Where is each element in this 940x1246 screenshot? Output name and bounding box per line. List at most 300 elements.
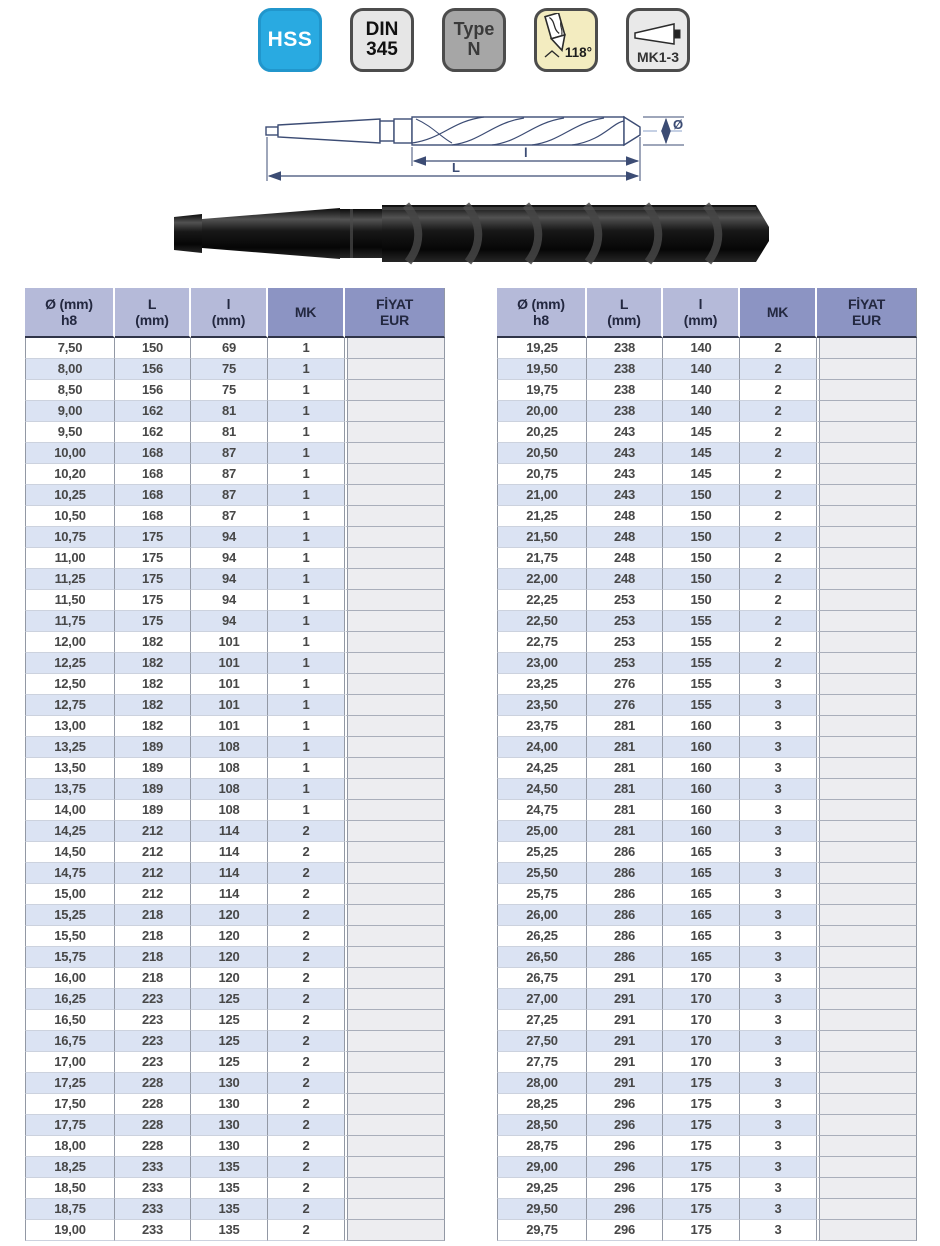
cell-flute-length: 101 — [191, 716, 268, 737]
cell-flute-length: 150 — [663, 548, 740, 569]
table-row — [25, 1199, 445, 1220]
table-row — [25, 548, 445, 569]
cell-price — [817, 863, 917, 884]
cell-flute-length: 101 — [191, 632, 268, 653]
cell-total-length: 162 — [115, 422, 191, 443]
table-row — [25, 527, 445, 548]
cell-mk: 2 — [268, 1178, 345, 1199]
cell-diameter: 10,75 — [25, 527, 115, 548]
table-row — [497, 1136, 917, 1157]
cell-mk: 3 — [740, 1220, 817, 1241]
cell-diameter: 24,75 — [497, 800, 587, 821]
table-row — [25, 401, 445, 422]
table-row — [497, 401, 917, 422]
table-row — [25, 1073, 445, 1094]
cell-diameter: 13,75 — [25, 779, 115, 800]
drill-product-photo — [170, 196, 772, 270]
cell-total-length: 175 — [115, 527, 191, 548]
cell-diameter: 14,25 — [25, 821, 115, 842]
cell-price — [345, 527, 445, 548]
cell-mk: 2 — [268, 926, 345, 947]
cell-mk: 3 — [740, 800, 817, 821]
cell-diameter: 25,75 — [497, 884, 587, 905]
badge-hss — [258, 8, 322, 72]
cell-price — [345, 1199, 445, 1220]
cell-price — [817, 527, 917, 548]
table-row — [497, 1031, 917, 1052]
cell-flute-length: 114 — [191, 821, 268, 842]
cell-flute-length: 140 — [663, 380, 740, 401]
cell-flute-length: 75 — [191, 380, 268, 401]
cell-price — [345, 1178, 445, 1199]
cell-total-length: 223 — [115, 1010, 191, 1031]
cell-flute-length: 160 — [663, 737, 740, 758]
table-row — [497, 695, 917, 716]
cell-total-length: 243 — [587, 422, 663, 443]
cell-diameter: 28,50 — [497, 1115, 587, 1136]
cell-diameter: 19,50 — [497, 359, 587, 380]
cell-diameter: 29,25 — [497, 1178, 587, 1199]
cell-diameter: 28,00 — [497, 1073, 587, 1094]
cell-mk: 1 — [268, 422, 345, 443]
cell-mk: 2 — [740, 527, 817, 548]
cell-price — [817, 716, 917, 737]
cell-diameter: 21,75 — [497, 548, 587, 569]
size-price-table-left — [25, 288, 445, 1241]
cell-total-length: 223 — [115, 989, 191, 1010]
cell-flute-length: 170 — [663, 1010, 740, 1031]
cell-price — [817, 380, 917, 401]
diagram-label-total-length: L — [452, 160, 460, 175]
cell-flute-length: 81 — [191, 401, 268, 422]
cell-flute-length: 130 — [191, 1073, 268, 1094]
table-row — [497, 1115, 917, 1136]
cell-price — [345, 632, 445, 653]
cell-mk: 2 — [740, 611, 817, 632]
cell-mk: 1 — [268, 527, 345, 548]
cell-mk: 1 — [268, 800, 345, 821]
cell-mk: 2 — [268, 821, 345, 842]
cell-price — [817, 338, 917, 359]
cell-price — [345, 821, 445, 842]
cell-diameter: 8,00 — [25, 359, 115, 380]
cell-flute-length: 135 — [191, 1199, 268, 1220]
cell-mk: 3 — [740, 884, 817, 905]
table-row — [25, 1010, 445, 1031]
cell-price — [345, 1136, 445, 1157]
cell-diameter: 23,75 — [497, 716, 587, 737]
table-row — [497, 800, 917, 821]
cell-price — [345, 1031, 445, 1052]
cell-flute-length: 155 — [663, 674, 740, 695]
table-row — [497, 863, 917, 884]
cell-mk: 1 — [268, 338, 345, 359]
table-row — [497, 1052, 917, 1073]
badge-angle-label: 118° — [564, 45, 592, 60]
cell-total-length: 253 — [587, 590, 663, 611]
cell-total-length: 212 — [115, 884, 191, 905]
cell-diameter: 13,00 — [25, 716, 115, 737]
col-header-total-length: L (mm) — [115, 288, 191, 338]
cell-total-length: 286 — [587, 884, 663, 905]
table-row — [25, 779, 445, 800]
cell-price — [345, 800, 445, 821]
cell-diameter: 13,50 — [25, 758, 115, 779]
cell-mk: 3 — [740, 1157, 817, 1178]
cell-flute-length: 87 — [191, 506, 268, 527]
cell-total-length: 296 — [587, 1157, 663, 1178]
cell-mk: 3 — [740, 1178, 817, 1199]
cell-price — [817, 905, 917, 926]
cell-flute-length: 114 — [191, 863, 268, 884]
cell-mk: 2 — [268, 1052, 345, 1073]
cell-diameter: 12,00 — [25, 632, 115, 653]
cell-diameter: 16,50 — [25, 1010, 115, 1031]
cell-flute-length: 135 — [191, 1220, 268, 1241]
cell-price — [817, 968, 917, 989]
cell-flute-length: 175 — [663, 1073, 740, 1094]
cell-mk: 1 — [268, 611, 345, 632]
cell-diameter: 26,75 — [497, 968, 587, 989]
col-header-diameter: Ø (mm) h8 — [25, 288, 115, 338]
cell-flute-length: 175 — [663, 1094, 740, 1115]
cell-diameter: 26,50 — [497, 947, 587, 968]
spec-badges-row — [258, 8, 690, 72]
cell-total-length: 238 — [587, 401, 663, 422]
cell-diameter: 17,25 — [25, 1073, 115, 1094]
cell-mk: 2 — [740, 359, 817, 380]
cell-price — [817, 359, 917, 380]
cell-price — [345, 716, 445, 737]
table-row — [497, 716, 917, 737]
cell-total-length: 286 — [587, 905, 663, 926]
cell-mk: 3 — [740, 716, 817, 737]
cell-diameter: 11,25 — [25, 569, 115, 590]
cell-flute-length: 135 — [191, 1178, 268, 1199]
cell-total-length: 228 — [115, 1136, 191, 1157]
cell-mk: 3 — [740, 737, 817, 758]
cell-total-length: 238 — [587, 359, 663, 380]
cell-total-length: 281 — [587, 737, 663, 758]
cell-total-length: 243 — [587, 485, 663, 506]
cell-diameter: 25,25 — [497, 842, 587, 863]
cell-diameter: 14,50 — [25, 842, 115, 863]
cell-total-length: 175 — [115, 548, 191, 569]
cell-flute-length: 114 — [191, 842, 268, 863]
cell-diameter: 26,25 — [497, 926, 587, 947]
cell-price — [345, 590, 445, 611]
cell-total-length: 238 — [587, 338, 663, 359]
table-row — [497, 527, 917, 548]
cell-flute-length: 150 — [663, 485, 740, 506]
cell-price — [817, 842, 917, 863]
table-row — [497, 380, 917, 401]
cell-mk: 1 — [268, 779, 345, 800]
cell-flute-length: 160 — [663, 821, 740, 842]
table-row — [25, 422, 445, 443]
cell-total-length: 253 — [587, 632, 663, 653]
cell-price — [817, 569, 917, 590]
table-row — [497, 338, 917, 359]
table-row — [25, 380, 445, 401]
cell-mk: 2 — [268, 1094, 345, 1115]
cell-mk: 3 — [740, 1136, 817, 1157]
cell-mk: 3 — [740, 968, 817, 989]
cell-diameter: 11,75 — [25, 611, 115, 632]
table-row — [497, 758, 917, 779]
cell-flute-length: 165 — [663, 884, 740, 905]
cell-price — [817, 653, 917, 674]
cell-price — [817, 485, 917, 506]
cell-mk: 1 — [268, 359, 345, 380]
cell-diameter: 24,25 — [497, 758, 587, 779]
cell-flute-length: 108 — [191, 779, 268, 800]
cell-flute-length: 101 — [191, 674, 268, 695]
cell-mk: 2 — [268, 863, 345, 884]
cell-diameter: 22,75 — [497, 632, 587, 653]
cell-total-length: 248 — [587, 527, 663, 548]
cell-flute-length: 120 — [191, 968, 268, 989]
table-row — [497, 674, 917, 695]
table-row — [497, 1157, 917, 1178]
cell-mk: 3 — [740, 758, 817, 779]
cell-diameter: 16,75 — [25, 1031, 115, 1052]
cell-flute-length: 125 — [191, 1010, 268, 1031]
cell-diameter: 9,50 — [25, 422, 115, 443]
cell-diameter: 29,00 — [497, 1157, 587, 1178]
cell-flute-length: 94 — [191, 611, 268, 632]
cell-mk: 3 — [740, 821, 817, 842]
cell-price — [345, 905, 445, 926]
cell-price — [817, 632, 917, 653]
cell-mk: 1 — [268, 506, 345, 527]
cell-flute-length: 160 — [663, 716, 740, 737]
col-header-flute-length: l (mm) — [191, 288, 268, 338]
cell-total-length: 296 — [587, 1220, 663, 1241]
cell-price — [817, 989, 917, 1010]
badge-point-angle — [534, 8, 598, 72]
cell-total-length: 248 — [587, 548, 663, 569]
cell-total-length: 281 — [587, 800, 663, 821]
table-row — [25, 653, 445, 674]
cell-diameter: 13,25 — [25, 737, 115, 758]
table-row — [25, 1031, 445, 1052]
cell-flute-length: 165 — [663, 926, 740, 947]
cell-price — [817, 464, 917, 485]
cell-total-length: 182 — [115, 716, 191, 737]
cell-diameter: 27,75 — [497, 1052, 587, 1073]
cell-diameter: 27,50 — [497, 1031, 587, 1052]
cell-price — [345, 611, 445, 632]
cell-total-length: 189 — [115, 758, 191, 779]
cell-price — [817, 1136, 917, 1157]
cell-diameter: 14,75 — [25, 863, 115, 884]
cell-flute-length: 120 — [191, 905, 268, 926]
cell-mk: 1 — [268, 569, 345, 590]
cell-mk: 3 — [740, 1115, 817, 1136]
cell-mk: 2 — [740, 443, 817, 464]
cell-flute-length: 155 — [663, 632, 740, 653]
cell-flute-length: 155 — [663, 653, 740, 674]
cell-price — [345, 758, 445, 779]
table-header — [497, 288, 917, 338]
cell-price — [817, 821, 917, 842]
cell-diameter: 22,50 — [497, 611, 587, 632]
table-row — [25, 1220, 445, 1241]
cell-mk: 2 — [740, 338, 817, 359]
cell-total-length: 253 — [587, 611, 663, 632]
cell-price — [345, 1115, 445, 1136]
cell-mk: 2 — [740, 380, 817, 401]
cell-mk: 3 — [740, 1010, 817, 1031]
badge-mk-label: MK1-3 — [636, 49, 679, 65]
cell-total-length: 168 — [115, 443, 191, 464]
cell-diameter: 20,25 — [497, 422, 587, 443]
cell-diameter: 22,00 — [497, 569, 587, 590]
size-price-table-right — [497, 288, 917, 1241]
cell-price — [345, 380, 445, 401]
diagram-label-flute-length: l — [524, 145, 528, 160]
cell-flute-length: 140 — [663, 359, 740, 380]
cell-price — [345, 695, 445, 716]
badge-din-line2: 345 — [366, 39, 398, 60]
cell-total-length: 248 — [587, 506, 663, 527]
cell-price — [345, 1052, 445, 1073]
table-row — [25, 695, 445, 716]
cell-price — [345, 443, 445, 464]
cell-total-length: 218 — [115, 926, 191, 947]
cell-flute-length: 165 — [663, 842, 740, 863]
cell-total-length: 150 — [115, 338, 191, 359]
table-row — [497, 1073, 917, 1094]
cell-flute-length: 150 — [663, 527, 740, 548]
cell-price — [345, 1220, 445, 1241]
cell-diameter: 17,00 — [25, 1052, 115, 1073]
table-row — [497, 989, 917, 1010]
cell-total-length: 296 — [587, 1178, 663, 1199]
cell-total-length: 286 — [587, 926, 663, 947]
cell-diameter: 20,50 — [497, 443, 587, 464]
cell-mk: 1 — [268, 590, 345, 611]
badge-din-345 — [350, 8, 414, 72]
cell-mk: 2 — [740, 569, 817, 590]
table-row — [25, 569, 445, 590]
badge-din-line1: DIN — [365, 19, 399, 41]
cell-diameter: 10,20 — [25, 464, 115, 485]
cell-diameter: 12,75 — [25, 695, 115, 716]
cell-mk: 3 — [740, 1199, 817, 1220]
badge-hss-label: HSS — [267, 28, 313, 51]
cell-diameter: 24,50 — [497, 779, 587, 800]
cell-flute-length: 140 — [663, 338, 740, 359]
cell-diameter: 17,50 — [25, 1094, 115, 1115]
cell-diameter: 24,00 — [497, 737, 587, 758]
cell-total-length: 182 — [115, 632, 191, 653]
table-row — [497, 884, 917, 905]
table-row — [25, 884, 445, 905]
cell-total-length: 286 — [587, 842, 663, 863]
cell-diameter: 25,50 — [497, 863, 587, 884]
cell-mk: 3 — [740, 1073, 817, 1094]
table-row — [497, 737, 917, 758]
cell-diameter: 10,00 — [25, 443, 115, 464]
table-row — [25, 443, 445, 464]
cell-mk: 2 — [268, 842, 345, 863]
cell-diameter: 12,25 — [25, 653, 115, 674]
diagram-label-diameter: Ø — [673, 117, 684, 132]
col-header-price: FİYAT EUR — [817, 288, 917, 338]
cell-diameter: 16,25 — [25, 989, 115, 1010]
morse-taper-icon — [633, 19, 685, 49]
cell-total-length: 189 — [115, 737, 191, 758]
cell-flute-length: 170 — [663, 989, 740, 1010]
cell-mk: 3 — [740, 1052, 817, 1073]
cell-flute-length: 160 — [663, 758, 740, 779]
cell-price — [817, 947, 917, 968]
cell-price — [345, 968, 445, 989]
cell-price — [345, 947, 445, 968]
cell-flute-length: 94 — [191, 569, 268, 590]
table-row — [25, 674, 445, 695]
cell-mk: 2 — [740, 653, 817, 674]
cell-diameter: 23,00 — [497, 653, 587, 674]
cell-flute-length: 150 — [663, 506, 740, 527]
cell-price — [817, 443, 917, 464]
badge-type-line1: Type — [453, 19, 495, 40]
cell-price — [345, 359, 445, 380]
cell-flute-length: 145 — [663, 464, 740, 485]
cell-diameter: 20,00 — [497, 401, 587, 422]
cell-diameter: 16,00 — [25, 968, 115, 989]
cell-diameter: 7,50 — [25, 338, 115, 359]
cell-mk: 1 — [268, 485, 345, 506]
cell-mk: 1 — [268, 464, 345, 485]
cell-price — [817, 1220, 917, 1241]
cell-flute-length: 125 — [191, 989, 268, 1010]
cell-flute-length: 155 — [663, 611, 740, 632]
cell-mk: 2 — [268, 905, 345, 926]
cell-price — [345, 464, 445, 485]
col-header-diameter: Ø (mm) h8 — [497, 288, 587, 338]
cell-mk: 2 — [268, 1136, 345, 1157]
cell-price — [817, 800, 917, 821]
cell-mk: 2 — [268, 1115, 345, 1136]
table-row — [497, 1010, 917, 1031]
cell-price — [345, 485, 445, 506]
cell-flute-length: 170 — [663, 1052, 740, 1073]
cell-total-length: 238 — [587, 380, 663, 401]
badge-type-n — [442, 8, 506, 72]
cell-price — [817, 695, 917, 716]
cell-flute-length: 175 — [663, 1136, 740, 1157]
cell-mk: 1 — [268, 674, 345, 695]
cell-diameter: 25,00 — [497, 821, 587, 842]
cell-price — [345, 779, 445, 800]
cell-flute-length: 108 — [191, 758, 268, 779]
cell-total-length: 168 — [115, 506, 191, 527]
table-row — [25, 1136, 445, 1157]
table-row — [25, 989, 445, 1010]
cell-mk: 2 — [268, 1010, 345, 1031]
cell-mk: 2 — [268, 884, 345, 905]
cell-flute-length: 81 — [191, 422, 268, 443]
cell-price — [345, 401, 445, 422]
cell-flute-length: 140 — [663, 401, 740, 422]
cell-mk: 2 — [740, 464, 817, 485]
cell-diameter: 21,50 — [497, 527, 587, 548]
cell-price — [817, 1052, 917, 1073]
cell-diameter: 18,00 — [25, 1136, 115, 1157]
